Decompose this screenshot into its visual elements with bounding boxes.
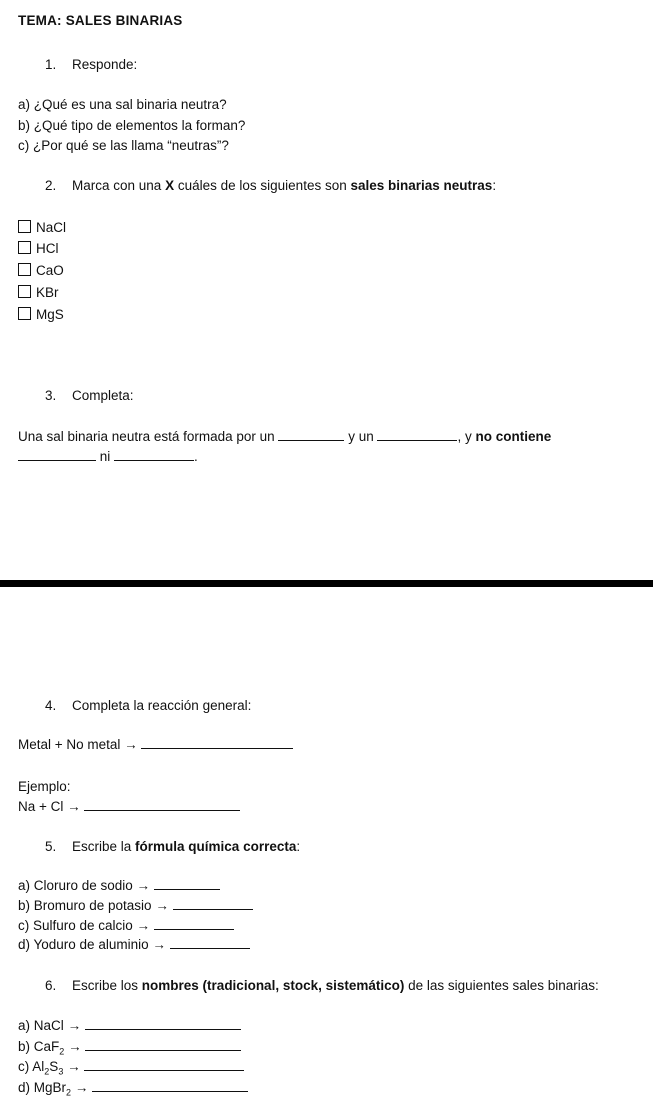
- q2-text-bold: sales binarias neutras: [350, 178, 493, 193]
- formula-part: Al: [32, 1059, 45, 1074]
- q2-text-before: Marca con una: [72, 178, 162, 193]
- answer-blank[interactable]: [154, 917, 234, 930]
- q4-heading: [45, 697, 251, 715]
- q3-part1: Una sal binaria neutra está formada por un: [18, 429, 275, 444]
- q5-text-bold: fórmula química correcta: [135, 839, 297, 854]
- q1-heading: [45, 56, 137, 74]
- q2-option-label: NaCl: [36, 220, 67, 235]
- q4-reaction-text: Metal + No metal →: [18, 737, 138, 752]
- formula-subscript: 2: [66, 1087, 72, 1098]
- q3-bold: no contiene: [475, 429, 552, 444]
- q6-item-a: [18, 1017, 241, 1035]
- q3-heading: [45, 387, 134, 405]
- q2-number: 2.: [45, 178, 57, 193]
- q2-x-mark: X: [165, 178, 175, 193]
- q4-example: [18, 798, 240, 816]
- q1-heading-text: Responde:: [72, 57, 138, 72]
- q6-heading: [45, 977, 599, 995]
- q6-formula: [32, 1059, 64, 1077]
- q4-example-text: Na + Cl →: [18, 799, 81, 814]
- q5-item-c: [18, 917, 234, 935]
- q3-heading-text: Completa:: [72, 388, 134, 403]
- q3-number: 3.: [45, 388, 57, 403]
- q6-number: 6.: [45, 978, 57, 993]
- answer-blank[interactable]: [114, 448, 194, 461]
- answer-blank[interactable]: [170, 936, 250, 949]
- q6-text-bold: nombres (tradicional, stock, sistemático): [141, 978, 405, 993]
- q4-example-label: Ejemplo:: [18, 779, 71, 794]
- arrow-icon: →: [67, 1018, 82, 1033]
- q2-option-label: CaO: [36, 263, 64, 278]
- checkbox-icon[interactable]: [18, 241, 31, 254]
- q6-prefix: b): [18, 1039, 31, 1054]
- q5-item-d: [18, 936, 250, 954]
- answer-blank[interactable]: [154, 877, 220, 890]
- q6-item-d: [18, 1079, 248, 1097]
- q1-item-c: c) ¿Por qué se las llama “neutras”?: [18, 138, 229, 153]
- formula-part: MgBr: [33, 1080, 67, 1095]
- page-title: TEMA: SALES BINARIAS: [18, 13, 183, 28]
- q6-formula: [33, 1039, 65, 1057]
- q6-prefix: a): [18, 1018, 31, 1033]
- q6-item-c: [18, 1058, 244, 1076]
- q5-item-a: [18, 877, 220, 895]
- q5-item-text: c) Sulfuro de calcio →: [18, 918, 151, 933]
- q4-heading-text: Completa la reacción general:: [72, 698, 252, 713]
- q2-option-cao[interactable]: [18, 262, 64, 280]
- formula-subscript: 3: [58, 1066, 64, 1077]
- q3-sentence-line1: [18, 428, 551, 446]
- q1-item-a: a) ¿Qué es una sal binaria neutra?: [18, 97, 227, 112]
- q2-option-label: KBr: [36, 285, 59, 300]
- q6-formula: NaCl: [33, 1018, 64, 1033]
- q5-item-text: b) Bromuro de potasio →: [18, 898, 169, 913]
- checkbox-icon[interactable]: [18, 307, 31, 320]
- q1-number: 1.: [45, 57, 57, 72]
- page-divider: [0, 580, 653, 587]
- answer-blank[interactable]: [84, 1058, 244, 1071]
- arrow-icon: →: [67, 1059, 81, 1074]
- answer-blank[interactable]: [278, 428, 344, 441]
- q5-item-text: a) Cloruro de sodio →: [18, 878, 151, 893]
- answer-blank[interactable]: [141, 736, 293, 749]
- checkbox-icon[interactable]: [18, 263, 31, 276]
- arrow-icon: →: [68, 1039, 82, 1054]
- q5-number: 5.: [45, 839, 57, 854]
- checkbox-icon[interactable]: [18, 220, 31, 233]
- answer-blank[interactable]: [92, 1079, 248, 1092]
- q2-option-mgs[interactable]: [18, 306, 64, 324]
- q2-option-label: HCl: [36, 241, 59, 256]
- q5-heading: [45, 838, 300, 856]
- q3-part4: ni: [99, 449, 111, 464]
- answer-blank[interactable]: [85, 1038, 241, 1051]
- q2-text-after: :: [492, 178, 497, 193]
- q2-option-hcl[interactable]: [18, 240, 59, 258]
- q4-reaction: [18, 736, 293, 754]
- q2-option-nacl[interactable]: [18, 219, 66, 237]
- q5-item-text: d) Yoduro de aluminio →: [18, 937, 166, 952]
- answer-blank[interactable]: [85, 1017, 241, 1030]
- q5-text-after: :: [296, 839, 301, 854]
- formula-subscript: 2: [59, 1046, 65, 1057]
- answer-blank[interactable]: [84, 798, 240, 811]
- q6-formula: [33, 1080, 72, 1098]
- q4-number: 4.: [45, 698, 57, 713]
- formula-part: CaF: [33, 1039, 60, 1054]
- answer-blank[interactable]: [377, 428, 457, 441]
- q2-option-label: MgS: [36, 307, 64, 322]
- q6-item-b: [18, 1038, 241, 1056]
- formula-subscript: 2: [44, 1066, 50, 1077]
- q6-text-before: Escribe los: [72, 978, 139, 993]
- q2-text-middle: cuáles de los siguientes son: [177, 178, 347, 193]
- formula-part: S: [49, 1059, 59, 1074]
- q3-part2: y un: [348, 429, 374, 444]
- arrow-icon: →: [74, 1080, 89, 1095]
- answer-blank[interactable]: [173, 897, 253, 910]
- q1-item-b: b) ¿Qué tipo de elementos la forman?: [18, 118, 246, 133]
- q3-part3: , y: [457, 429, 472, 444]
- q5-text-before: Escribe la: [72, 839, 132, 854]
- q5-item-b: [18, 897, 253, 915]
- q3-sentence-line2: [18, 448, 198, 466]
- answer-blank[interactable]: [18, 448, 96, 461]
- q6-prefix: d): [18, 1080, 31, 1095]
- q6-prefix: c): [18, 1059, 30, 1074]
- q2-heading: [45, 177, 496, 195]
- checkbox-icon[interactable]: [18, 285, 31, 298]
- q2-option-kbr[interactable]: [18, 284, 59, 302]
- q3-end: .: [194, 449, 198, 464]
- q6-text-after: de las siguientes sales binarias:: [408, 978, 599, 993]
